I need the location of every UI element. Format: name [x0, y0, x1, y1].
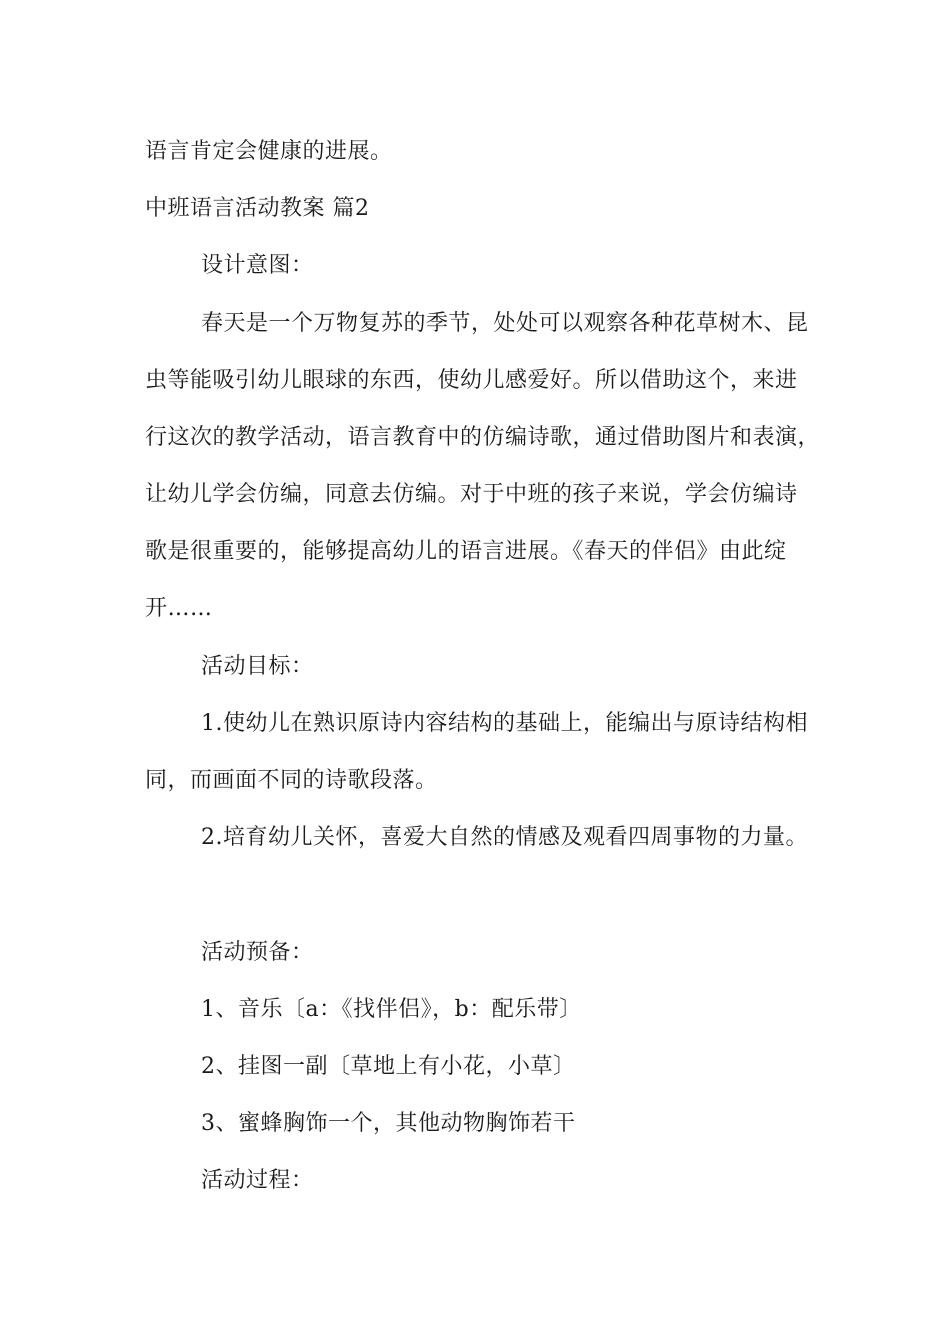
heading-activity-goals: 活动目标：	[201, 654, 314, 679]
design-intent-line-4: 让幼儿学会仿编，同意去仿编。对于中班的孩子来说，学会仿编诗	[145, 482, 798, 507]
section-title: 中班语言活动教案 篇2	[145, 196, 370, 221]
heading-activity-process: 活动过程：	[201, 1168, 314, 1193]
design-intent-line-2: 虫等能吸引幼儿眼球的东西，使幼儿感爱好。所以借助这个，来进	[145, 368, 798, 393]
goal-1-line-2: 同，而画面不同的诗歌段落。	[145, 768, 438, 793]
heading-activity-preparation: 活动预备：	[201, 940, 314, 965]
heading-design-intent: 设计意图：	[201, 253, 314, 278]
design-intent-line-1: 春天是一个万物复苏的季节，处处可以观察各种花草树木、昆	[201, 311, 809, 336]
design-intent-line-3: 行这次的教学活动，语言教育中的仿编诗歌，通过借助图片和表演，	[145, 425, 821, 450]
preparation-item-3: 3、蜜蜂胸饰一个，其他动物胸饰若干	[201, 1111, 576, 1136]
preparation-item-1: 1、音乐〔a：《找伴侣》，b：配乐带〕	[201, 997, 582, 1022]
design-intent-line-5: 歌是很重要的，能够提高幼儿的语言进展。《春天的伴侣》由此绽	[145, 539, 787, 564]
design-intent-line-6: 开……	[145, 596, 213, 621]
paragraph-continuation: 语言肯定会健康的进展。	[145, 139, 393, 164]
preparation-item-2: 2、挂图一副〔草地上有小花，小草〕	[201, 1054, 576, 1079]
goal-1-line-1: 1.使幼儿在熟识原诗内容结构的基础上，能编出与原诗结构相	[201, 711, 808, 736]
goal-2: 2.培育幼儿关怀，喜爱大自然的情感及观看四周事物的力量。	[201, 825, 808, 850]
